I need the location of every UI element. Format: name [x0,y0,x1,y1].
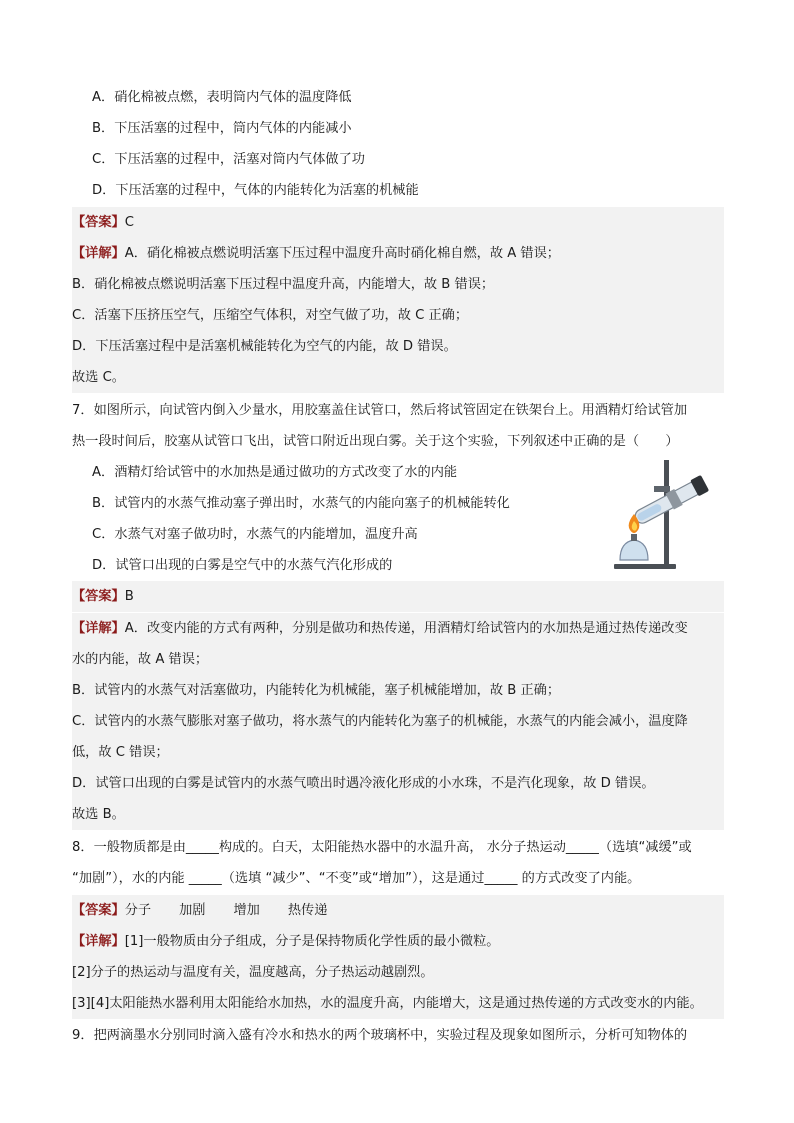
detail-tag: 【详解】 [72,934,125,949]
q7-detail-line: 故选 B。 [72,799,724,830]
answer-tag: 【答案】 [72,589,125,604]
q7-detail-line: 水的内能，故 A 错误； [72,644,724,675]
q8-answer-blank-2: 加剧 [179,903,206,918]
q7-detail-line: 低，故 C 错误； [72,737,724,768]
q7-answer [72,581,724,612]
q9-stem: 9．把两滴墨水分别同时滴入盛有冷水和热水的两个玻璃杯中，实验过程及现象如图所示，分析可知物体的 [72,1028,688,1043]
q8-detail-line: [2]分子的热运动与温度有关，温度越高，分子热运动越剧烈。 [72,957,724,988]
test-tube-experiment-figure [612,458,722,574]
q6-detail-line: C．活塞下压挤压空气，压缩空气体积，对空气做了功，故 C 正确； [72,300,724,331]
q8-stem: “加剧”），水的内能 _____（选填 “减少”、“不变”或“增加”），这是通过_____ 的方式改变了内能。 [72,871,641,886]
q6-option-b: B．下压活塞的过程中，筒内气体的内能减小 [92,121,352,136]
q8-detail-line: [3][4]太阳能热水器利用太阳能给水加热，水的温度升高，内能增大，这是通过热传递的方式改变水的内能。 [72,988,724,1019]
q7-detail-line: 【详解】A．改变内能的方式有两种，分别是做功和热传递，用酒精灯给试管内的水加热是通过热传递改变 [72,613,724,644]
q8-answer [72,895,724,926]
stand-pole [664,460,669,566]
q6-option-d: D．下压活塞的过程中，气体的内能转化为活塞的机械能 [92,183,419,198]
q6-answer-value: C [124,215,134,230]
q7-answer-value: B [124,589,134,604]
stand-clamp [654,486,670,492]
q7-detail-line: D．试管口出现的白雾是试管内的水蒸气喷出时遇冷液化形成的小水珠，不是汽化现象，故 D 错误。 [72,768,724,799]
q8-answer-blank-1: 分子 [124,903,152,918]
q7-option-a: A．酒精灯给试管中的水加热是通过做功的方式改变了水的内能 [92,465,458,480]
detail-tag: 【详解】 [72,621,125,636]
q8-answer-blank-4: 热传递 [287,903,328,918]
q7-option-c: C．水蒸气对塞子做功时，水蒸气的内能增加，温度升高 [92,527,418,542]
q8-stem: 8．一般物质都是由_____构成的。白天，太阳能热水器中的水温升高， 水分子热运动_____（选填“减缓”或 [72,840,692,855]
q7-option-d: D．试管口出现的白雾是空气中的水蒸气汽化形成的 [92,558,393,573]
q6-detail-line: 故选 C。 [72,362,724,393]
q7-stem: 热一段时间后，胶塞从试管口飞出，试管口附近出现白雾。关于这个实验，下列叙述中正确的是（ ） [72,434,679,449]
answer-tag: 【答案】 [72,215,125,230]
q7-stem: 7．如图所示，向试管内倒入少量水，用胶塞盖住试管口，然后将试管固定在铁架台上。用酒精灯给试管加 [72,403,688,418]
q7-option-b: B．试管内的水蒸气推动塞子弹出时，水蒸气的内能向塞子的机械能转化 [92,496,510,511]
q6-detail-line: 【详解】A．硝化棉被点燃说明活塞下压过程中温度升高时硝化棉自燃，故 A 错误； [72,238,724,269]
q6-option-c: C．下压活塞的过程中，活塞对筒内气体做了功 [92,152,365,167]
q6-detail-line: D．下压活塞过程中是活塞机械能转化为空气的内能，故 D 错误。 [72,331,724,362]
q6-detail-line: B．硝化棉被点燃说明活塞下压过程中温度升高，内能增大，故 B 错误； [72,269,724,300]
detail-tag: 【详解】 [72,246,125,261]
q7-detail-line: C．试管内的水蒸气膨胀对塞子做功，将水蒸气的内能转化为塞子的机械能，水蒸气的内能会减小，温度降 [72,706,724,737]
q6-answer [72,207,724,238]
q8-answer-blank-3: 增加 [233,903,260,918]
test-tube [632,475,709,528]
q8-detail-line: 【详解】[1]一般物质由分子组成，分子是保持物质化学性质的最小微粒。 [72,926,724,957]
alcohol-lamp [620,540,648,560]
q6-option-a: A．硝化棉被点燃，表明筒内气体的温度降低 [92,90,352,105]
q7-detail-line: B．试管内的水蒸气对活塞做功，内能转化为机械能，塞子机械能增加，故 B 正确； [72,675,724,706]
answer-tag: 【答案】 [72,903,125,918]
